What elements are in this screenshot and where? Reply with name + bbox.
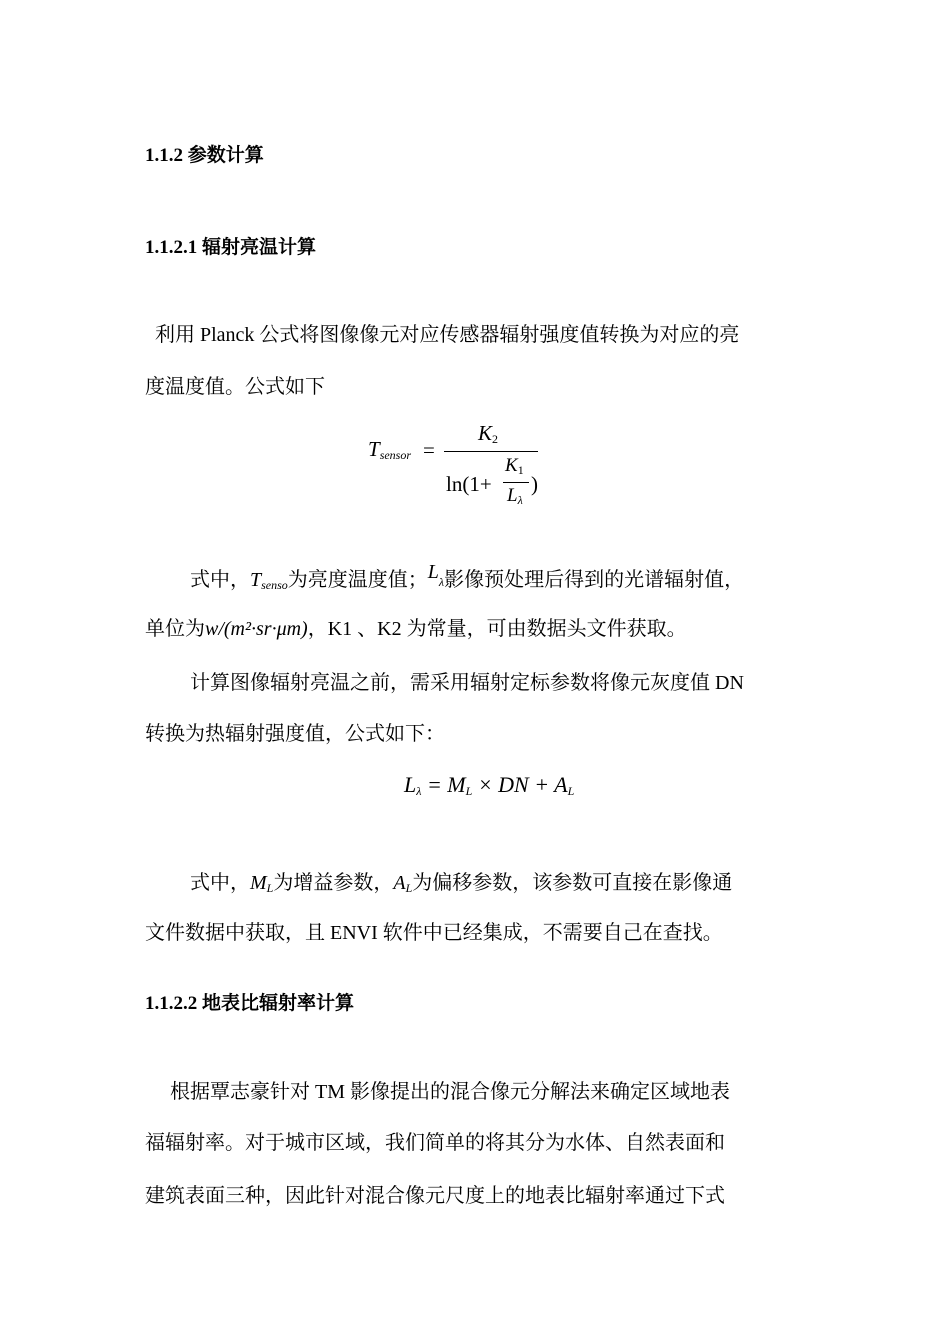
formula1-numerator: $K_2$ (478, 421, 499, 446)
paragraph-variables-line2: 单位为w/(m²·sr·μm)，K1 、K2 为常量，可由数据头文件获取。 (145, 618, 687, 640)
paragraph-variables-line1: 式中，$T_{senso}$为亮度温度值；Lλ影像预处理后得到的光谱辐射值， (190, 561, 745, 592)
section-heading-1-1-2-1: 1.1.2.1 辐射亮温计算 (145, 237, 317, 258)
paragraph-emissivity-line3: 建筑表面三种，因此针对混合像元尺度上的地表比辐射率通过下式 (145, 1185, 725, 1207)
paragraph-emissivity-line2: 福辐射率。对于城市区域，我们简单的将其分为水体、自然表面和 (145, 1132, 725, 1154)
section-heading-1-1-2: 1.1.2 参数计算 (145, 145, 264, 166)
paragraph-planck-line2: 度温度值。公式如下 (145, 376, 325, 398)
paragraph-emissivity-line1: 根据覃志豪针对 TM 影像提出的混合像元分解法来确定区域地表 (170, 1081, 730, 1103)
formula1-denominator-suffix: ) (531, 472, 538, 496)
paragraph-calibration-line1: 计算图像辐射亮温之前，需采用辐射定标参数将像元灰度值 DN (190, 672, 744, 694)
formula1-inner-denominator: $L_\lambda$ (507, 485, 523, 507)
formula1-equals: = (423, 438, 435, 462)
section-heading-1-1-2-2: 1.1.2.2 地表比辐射率计算 (145, 993, 355, 1014)
formula-radiance-calibration: $L_\lambda = M_L$ × DN + $A_L$ (404, 772, 575, 798)
formula1-denominator-prefix: ln(1+ (446, 472, 492, 496)
formula1-inner-fraction-bar (503, 482, 529, 483)
formula1-inner-numerator: $K_1$ (505, 455, 524, 477)
formula1-main-fraction-bar (444, 451, 538, 452)
paragraph-gain-offset-line2: 文件数据中获取，且 ENVI 软件中已经集成，不需要自己在查找。 (145, 922, 723, 944)
paragraph-gain-offset-line1: 式中，$M_L$为增益参数，$A_L$为偏移参数，该参数可直接在影像通 (190, 872, 733, 895)
paragraph-calibration-line2: 转换为热辐射强度值，公式如下： (145, 723, 445, 745)
formula1-lhs: $T_{sensor}$ (368, 437, 412, 462)
paragraph-planck-line1: 利用 Planck 公式将图像像元对应传感器辐射强度值转换为对应的亮 (155, 324, 740, 346)
